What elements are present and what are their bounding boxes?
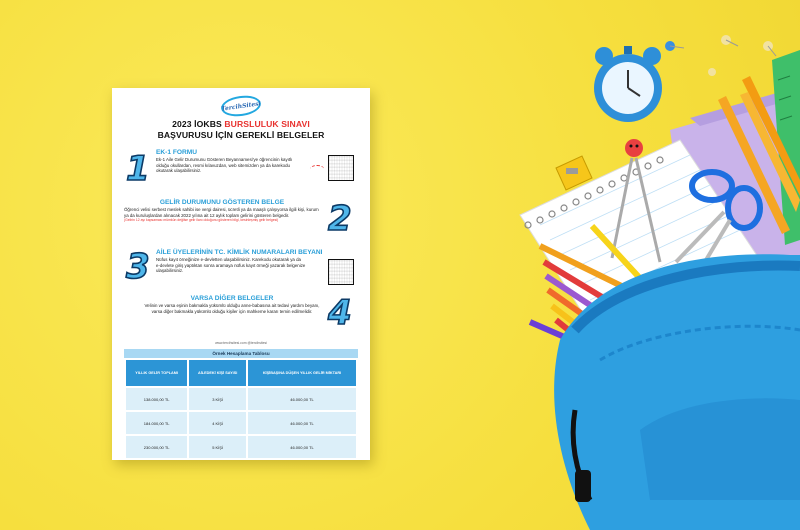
section-number-1: 1 <box>126 149 150 189</box>
title-highlight: BURSLULUK SINAVI <box>224 119 310 129</box>
table-cell: 230.000,00 TL <box>126 436 187 458</box>
table-cell: 5 KİŞİ <box>189 436 246 458</box>
flyer-footer: www.tercihsitesi.com @tercihsitesi <box>215 341 267 345</box>
table-header: KİŞİBAŞINA DÜŞEN YILLIK GELİR MİKTARI <box>248 360 356 386</box>
table-cell: 4 KİŞİ <box>189 412 246 434</box>
section-note-2: (Gelirin 12 ayı kapsaması mümkün değilse gelir ilanı olduğunu gösteren bilgi, kesinleşmiş gelir belgesi) <box>124 218 279 223</box>
section-text-4: Velinin ve varsa eşinin bakmakla yükümlü olduğu anne-babasına ait tedavi yardım beyanı, varsa diğer bakmakla yükümlü olduğu kişiler için mahkeme kararı temin edilmelidir. <box>144 303 320 314</box>
section-text-1: Ek-1 Aile Gelir Durumunu Gösteren Beyannamesi'ye öğrencinin kayıtlı olduğu okullardan, resmi kılavuzdan, web sitemizden ya da karekodu okutarak ulaşabilirsiniz. <box>156 157 293 174</box>
push-pin-icon <box>665 35 776 76</box>
section-title-2: GELİR DURUMUNU GÖSTEREN BELGE <box>159 199 285 206</box>
title-line2: BAŞVURUSU İÇİN GEREKLİ BELGELER <box>157 130 325 140</box>
table-cell: 46.000,00 TL <box>248 412 356 434</box>
section-title-3: AİLE ÜYELERİNİN TC. KİMLİK NUMARALARI BEYANI <box>156 249 323 256</box>
title-prefix: 2023 İOKBS <box>172 119 225 129</box>
table-header: AİLEDEKİ KİŞİ SAYISI <box>189 360 246 386</box>
alarm-clock-icon <box>594 46 662 122</box>
section-text-3: Nüfus kayıt örneğinize e-devletten ulaşabilirsiniz. Karekodu okutarak ya da e-devlete giriş yaptıktan sonra aramaya nüfus kayıt örneği yazarak belgenize ulaşabilirsiniz. <box>156 257 306 274</box>
section-number-2: 2 <box>328 199 352 239</box>
table-header: YILLIK GELİR TOPLAMI <box>126 360 187 386</box>
table-cell: 3 KİŞİ <box>189 388 246 410</box>
table-title: Örnek Hesaplama Tablosu <box>124 349 358 358</box>
section-text-2: Öğrenci velisi serbest meslek sahibi ise vergi dairesi, ücretli ya da maaşlı çalışıyorsa ilgili kişi, kurum ya da kuruluşlardan alınacak 2022 yılına ait 12 aylık toplam gelirini gösteren belgedir. <box>124 207 319 218</box>
table-cell: 46.000,00 TL <box>248 436 356 458</box>
logo-text: TercihSitesi <box>220 99 262 113</box>
section-title-4: VARSA DİĞER BELGELER <box>190 295 274 302</box>
section-number-4: 4 <box>328 293 352 333</box>
table-cell: 184.000,00 TL <box>126 412 187 434</box>
section-title-1: EK-1 FORMU <box>156 149 198 156</box>
section-number-3: 3 <box>126 247 150 287</box>
table-cell: 46.000,00 TL <box>248 388 356 410</box>
table-cell: 138.000,00 TL <box>126 388 187 410</box>
